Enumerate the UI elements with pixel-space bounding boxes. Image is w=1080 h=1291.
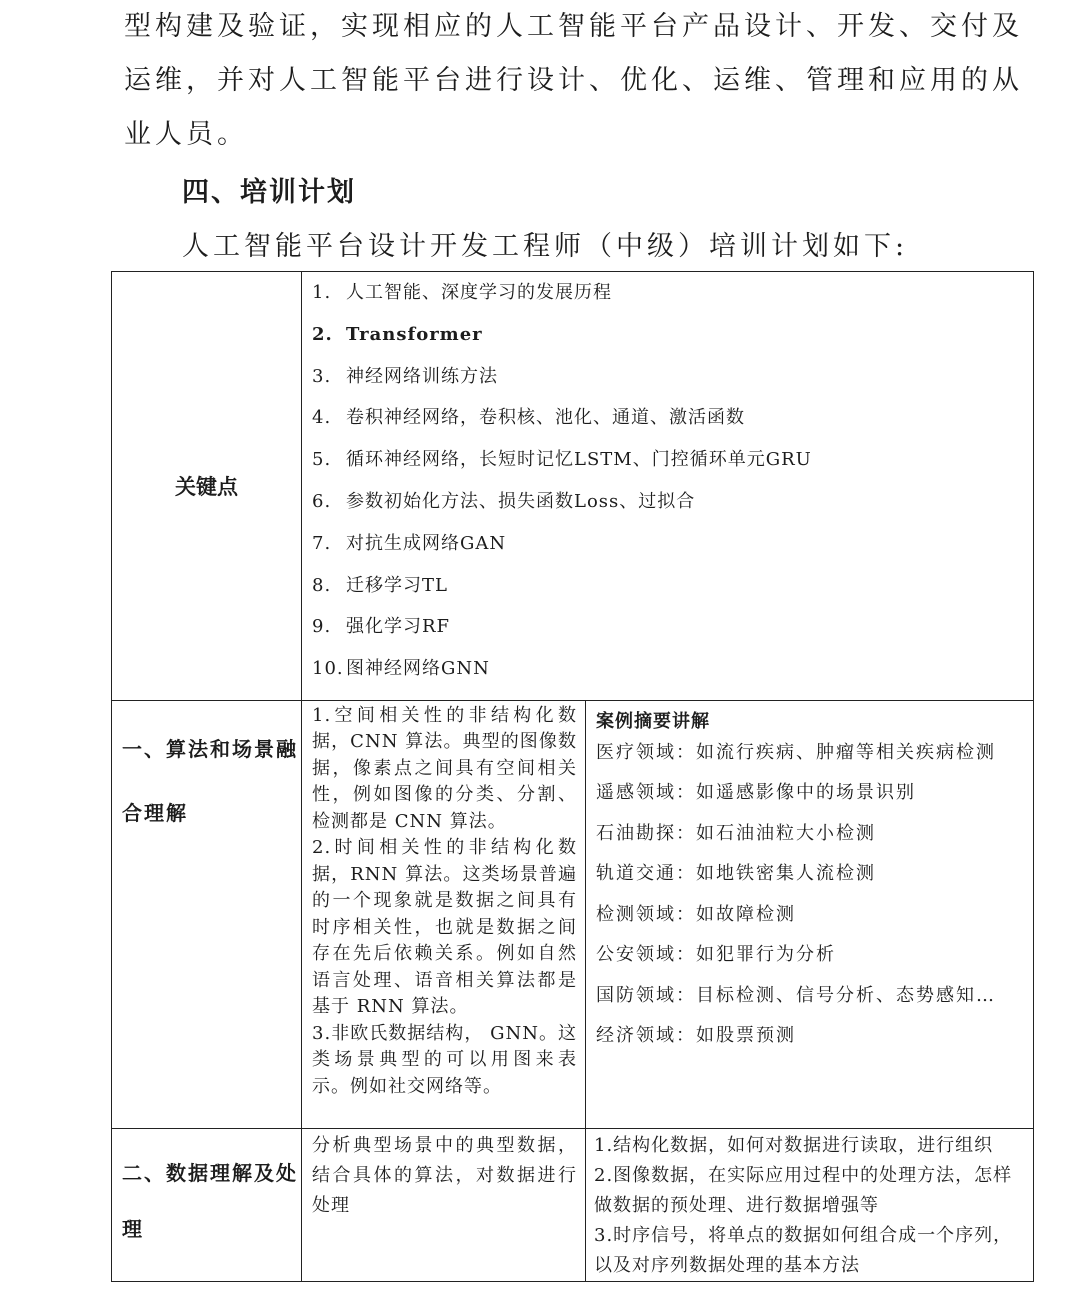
- data-method: 1.结构化数据，如何对数据进行读取，进行组织: [594, 1134, 994, 1156]
- key-points-label: 关键点: [112, 272, 302, 701]
- list-item: 3. 神经网络训练方法: [312, 365, 498, 387]
- case-list: [586, 741, 1033, 1065]
- list-item: 9. 强化学习RF: [312, 616, 451, 638]
- list-item: 1. 人工智能、深度学习的发展历程: [312, 282, 612, 303]
- algorithm-paragraph: 1.空间相关性的非结构化数据，CNN 算法。典型的图像数据，像素点之间具有空间相关性，例如图像的分类、分割、检测都是 CNN 算法。: [312, 704, 577, 832]
- key-points-row: [112, 272, 1034, 701]
- case-summary-cell: [586, 700, 1034, 1128]
- list-item: 6. 参数初始化方法、损失函数Loss、过拟合: [312, 490, 696, 512]
- algorithm-paragraph: 2.时间相关性的非结构化数据，RNN 算法。这类场景普遍的一个现象就是数据之间具有时序相关性，也就是数据之间存在先后依赖关系。例如自然语言处理、语音相关算法都是基于 RNN 算法。: [312, 837, 577, 1018]
- list-item: 医疗领域：如流行疾病、肿瘤等相关疾病检测: [596, 741, 996, 763]
- list-item: 检测领域：如故障检测: [596, 903, 796, 925]
- intro-line: 运维，并对人工智能平台进行设计、优化、运维、管理和应用的从: [124, 65, 1023, 96]
- list-item: 遥感领域：如遥感影像中的场景识别: [596, 782, 916, 804]
- intro-paragraph: [124, 0, 1023, 162]
- case-summary-title: 案例摘要讲解: [596, 710, 710, 732]
- list-item: 4. 卷积神经网络，卷积核、池化、通道、激活函数: [312, 407, 745, 429]
- algorithm-row: [112, 700, 1034, 1128]
- data-row-head: 二、数据理解及处理: [112, 1128, 302, 1281]
- list-item: 经济领域：如股票预测: [596, 1025, 796, 1047]
- list-item: 国防领域：目标检测、信号分析、态势感知…: [596, 984, 996, 1006]
- list-item: 8. 迁移学习TL: [312, 574, 448, 596]
- key-points-list: [302, 272, 1033, 700]
- section-heading: 四、培训计划: [182, 177, 356, 208]
- list-item: 7. 对抗生成网络GAN: [312, 532, 507, 554]
- key-points-cell: [302, 272, 1034, 701]
- list-item: 5. 循环神经网络，长短时记忆LSTM、门控循环单元GRU: [312, 449, 812, 471]
- data-method: 2.图像数据，在实际应用过程中的处理方法，怎样做数据的预处理、进行数据增强等: [594, 1164, 1013, 1216]
- algorithm-paragraph: 3.非欧氏数据结构， GNN。这类场景典型的可以用图来表示。例如社交网络等。: [312, 1022, 577, 1097]
- intro-line: 型构建及验证，实现相应的人工智能平台产品设计、开发、交付及: [124, 11, 1023, 42]
- list-item: 2. Transformer: [312, 323, 483, 345]
- training-plan-table: [111, 271, 1034, 1282]
- data-row: [112, 1128, 1034, 1281]
- data-method: 3.时序信号，将单点的数据如何组合成一个序列，以及对序列数据处理的基本方法: [594, 1224, 1013, 1276]
- section-intro: 人工智能平台设计开发工程师（中级）培训计划如下:: [182, 231, 909, 262]
- list-item: 公安领域：如犯罪行为分析: [596, 944, 836, 966]
- list-item: 10. 图神经网络GNN: [312, 658, 490, 680]
- algorithm-description: [302, 700, 586, 1128]
- data-description: 分析典型场景中的典型数据，结合具体的算法，对数据进行处理: [302, 1128, 586, 1281]
- list-item: 轨道交通：如地铁密集人流检测: [596, 863, 876, 885]
- data-methods-cell: [586, 1128, 1034, 1281]
- algorithm-row-head: 一、算法和场景融合理解: [112, 700, 302, 1128]
- list-item: 石油勘探：如石油油粒大小检测: [596, 822, 876, 844]
- intro-line: 业人员。: [124, 119, 248, 150]
